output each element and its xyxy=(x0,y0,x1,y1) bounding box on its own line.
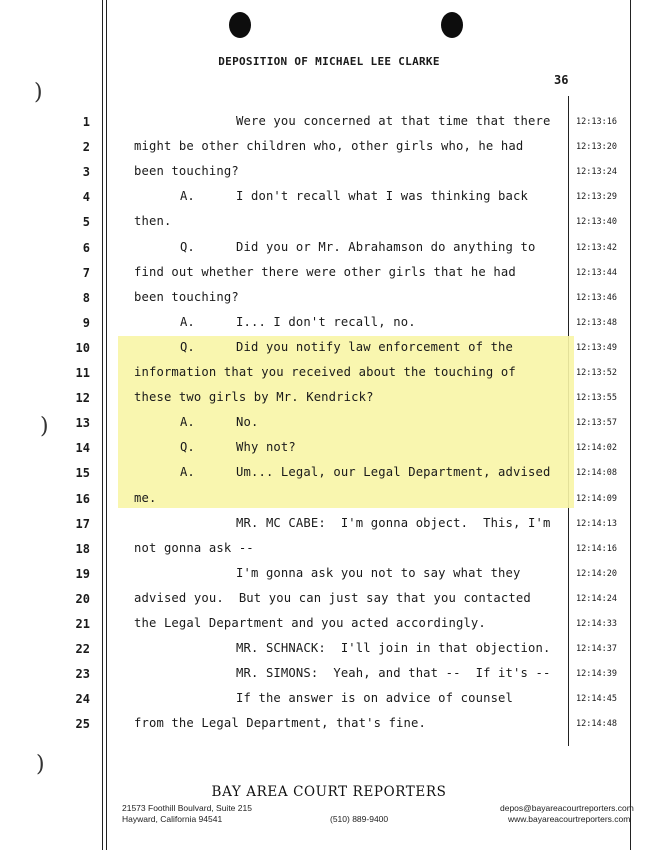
speaker-label: Q. xyxy=(180,440,195,455)
line-text: from the Legal Department, that's fine. xyxy=(134,716,427,731)
page-title: DEPOSITION OF MICHAEL LEE CLARKE xyxy=(218,55,440,68)
line-text: been touching? xyxy=(134,164,239,179)
line-text: Were you concerned at that time that there xyxy=(236,114,551,128)
line-number: 24 xyxy=(75,692,90,707)
line-text: Um... Legal, our Legal Department, advised xyxy=(236,465,551,480)
line-number: 3 xyxy=(82,165,90,180)
transcript-line xyxy=(0,315,658,340)
line-text: I'm gonna ask you not to say what they xyxy=(236,565,521,580)
punch-hole-left xyxy=(229,12,251,38)
timestamp: 12:14:24 xyxy=(576,593,617,604)
timestamp: 12:14:45 xyxy=(576,694,617,705)
line-text: Did you or Mr. Abrahamson do anything to xyxy=(236,239,536,254)
timestamp: 12:13:42 xyxy=(576,242,617,253)
line-text: been touching? xyxy=(134,289,239,304)
line-text: the Legal Department and you acted accordingly. xyxy=(134,616,486,630)
footer-phone: (510) 889-9400 xyxy=(330,814,389,824)
timestamp: 12:14:20 xyxy=(576,568,617,579)
transcript-line xyxy=(0,365,658,390)
footer-website[interactable]: www.bayareacourtreporters.com xyxy=(508,814,631,824)
timestamp: 12:13:57 xyxy=(576,418,617,429)
line-number: 2 xyxy=(82,140,90,155)
timestamp: 12:13:20 xyxy=(576,142,617,153)
line-number: 8 xyxy=(82,290,90,305)
line-text: advised you. But you can just say that you contacted xyxy=(134,590,531,605)
timestamp: 12:13:55 xyxy=(576,393,617,404)
transcript-line xyxy=(0,390,658,415)
transcript-line xyxy=(0,616,658,641)
line-number: 10 xyxy=(75,340,90,355)
timestamp: 12:14:08 xyxy=(576,468,617,479)
line-number: 6 xyxy=(82,240,90,255)
speaker-label: A. xyxy=(180,415,195,430)
transcript-line xyxy=(0,415,658,440)
transcript-line xyxy=(0,114,658,139)
transcript-line xyxy=(0,566,658,591)
transcript-line xyxy=(0,691,658,716)
transcript-line xyxy=(0,240,658,265)
transcript-line xyxy=(0,491,658,516)
timestamp: 12:14:13 xyxy=(576,518,617,529)
timestamp: 12:14:02 xyxy=(576,443,617,454)
transcript-line xyxy=(0,214,658,239)
speaker-label: Q. xyxy=(180,239,195,254)
line-number: 7 xyxy=(82,265,90,280)
footer-address-line2: Hayward, California 94541 xyxy=(122,814,223,824)
timestamp: 12:13:52 xyxy=(576,368,617,378)
line-number: 5 xyxy=(82,215,90,230)
line-text: MR. MC CABE: I'm gonna object. This, I'm xyxy=(236,515,551,530)
footer-email[interactable]: depos@bayareacourtreporters.com xyxy=(500,803,634,813)
transcript-line xyxy=(0,666,658,691)
line-text: MR. SIMONS: Yeah, and that -- If it's -- xyxy=(236,666,551,681)
line-number: 19 xyxy=(75,566,90,581)
line-text: then. xyxy=(134,214,172,229)
line-text: If the answer is on advice of counsel xyxy=(236,691,514,706)
line-number: 11 xyxy=(75,366,90,380)
transcript-line xyxy=(0,440,658,465)
line-number: 18 xyxy=(75,541,90,556)
line-number: 22 xyxy=(75,642,90,657)
line-text: not gonna ask -- xyxy=(134,540,254,555)
timestamp: 12:13:29 xyxy=(576,192,617,203)
timestamp: 12:13:49 xyxy=(576,342,617,353)
timestamp: 12:13:40 xyxy=(576,217,617,228)
footer-address-line1: 21573 Foothill Boulvard, Suite 215 xyxy=(122,803,252,813)
page-number: 36 xyxy=(554,73,569,87)
margin-mark: ) xyxy=(36,752,45,777)
line-text: I... I don't recall, no. xyxy=(236,314,416,329)
transcript-line xyxy=(0,541,658,566)
line-number: 12 xyxy=(75,391,90,406)
line-number: 20 xyxy=(75,591,90,606)
line-number: 4 xyxy=(82,190,90,205)
transcript-line xyxy=(0,265,658,290)
timestamp: 12:14:33 xyxy=(576,619,617,629)
timestamp: 12:13:16 xyxy=(576,117,617,127)
line-text: No. xyxy=(236,415,259,430)
line-number: 1 xyxy=(82,115,90,129)
transcript-line xyxy=(0,591,658,616)
line-text: information that you received about the touching of xyxy=(134,365,516,379)
transcript-line xyxy=(0,290,658,315)
timestamp: 12:13:44 xyxy=(576,267,617,278)
timestamp: 12:13:24 xyxy=(576,167,617,178)
line-text: find out whether there were other girls that he had xyxy=(134,264,516,279)
timestamp: 12:14:39 xyxy=(576,669,617,680)
timestamp: 12:13:48 xyxy=(576,317,617,328)
line-text: Why not? xyxy=(236,440,296,455)
line-text: me. xyxy=(134,490,157,505)
speaker-label: A. xyxy=(180,465,195,480)
line-text: I don't recall what I was thinking back xyxy=(236,189,529,204)
line-number: 14 xyxy=(75,441,90,456)
line-text: MR. SCHNACK: I'll join in that objection. xyxy=(236,641,551,656)
timestamp: 12:13:46 xyxy=(576,292,617,303)
line-text: might be other children who, other girls who, he had xyxy=(134,139,524,154)
line-number: 23 xyxy=(75,667,90,682)
footer-brand: BAY AREA COURT REPORTERS xyxy=(211,784,447,800)
line-number: 25 xyxy=(75,717,90,732)
margin-mark: ) xyxy=(40,414,49,439)
line-text: Did you notify law enforcement of the xyxy=(236,339,514,354)
transcript-line xyxy=(0,641,658,666)
line-number: 15 xyxy=(75,466,90,481)
timestamp: 12:14:37 xyxy=(576,644,617,655)
transcript-line xyxy=(0,465,658,490)
transcript-line xyxy=(0,139,658,164)
timestamp: 12:14:16 xyxy=(576,543,617,554)
transcript-line xyxy=(0,189,658,214)
line-text: these two girls by Mr. Kendrick? xyxy=(134,390,374,405)
transcript-line xyxy=(0,164,658,189)
margin-mark: ) xyxy=(34,80,43,105)
punch-hole-right xyxy=(441,12,463,38)
timestamp: 12:14:09 xyxy=(576,493,617,504)
transcript-line xyxy=(0,716,658,741)
transcript-line xyxy=(0,516,658,541)
line-number: 9 xyxy=(82,315,90,330)
speaker-label: A. xyxy=(180,314,195,329)
speaker-label: Q. xyxy=(180,339,195,354)
line-number: 13 xyxy=(75,416,90,431)
line-number: 16 xyxy=(75,491,90,506)
transcript-line xyxy=(0,340,658,365)
line-number: 17 xyxy=(75,516,90,531)
line-number: 21 xyxy=(75,617,90,631)
speaker-label: A. xyxy=(180,189,195,204)
timestamp: 12:14:48 xyxy=(576,719,617,730)
